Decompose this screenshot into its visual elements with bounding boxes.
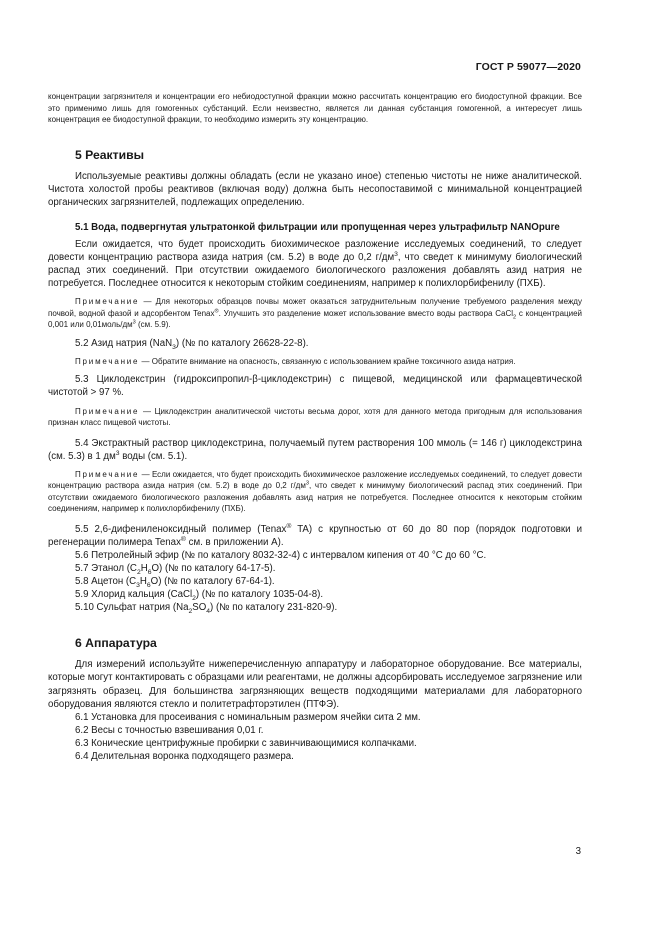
note-2: Примечание — Обратите внимание на опасность, связанную с использованием крайне токсичного азида натрия. bbox=[75, 356, 516, 366]
section-5-title: 5 Реактивы bbox=[75, 147, 145, 162]
item-5-8: 5.8 Ацетон $(C_3H_6O)$ (№ по каталогу 67-64-1). bbox=[75, 576, 275, 590]
note-4: Примечание — Если ожидается, что будет происходить биохимическое разложение исследуемых соединений, то следует довести концентрацию раствора азида натрия (см. 5.2) в воде до 0,2 $г/дм^3$, что сведет к минимуму биологический распад этих соединений. При отсутствии ожидаемого биологического разложения добавлять азид натрия не потребуется. Последнее относится к некоторым стойким соединениям, например к полихлорбифенилу (ПХБ). bbox=[48, 469, 583, 514]
item-5-6: 5.6 Петролейный эфир (№ по каталогу 8032-32-4) с интервалом кипения от 40 °C до 60 °C. bbox=[75, 549, 487, 561]
item-5-5: 5.5 2,6-дифениленоксидный полимер (Tenax® TA) с крупностью от 60 до 80 пор (порядок подготовки и регенерации полимера Tenax® см. в приложении А). bbox=[48, 522, 583, 548]
item-5-9: 5.9 Хлорид кальция (CaCl$_2$) (№ по каталогу 1035-04-8). bbox=[75, 589, 324, 603]
item-6-1: 6.1 Установка для просеивания с номинальным размером ячейки сита 2 мм. bbox=[75, 711, 421, 723]
intro-paragraph: концентрации загрязнителя и концентрации его небиодоступной фракции можно рассчитать концентрацию его биодоступной фракции. Все это применимо лишь для гомогенных субстанций. Если неизвестно, является ли данная субстанция гомогенной, а интересует лишь концентрация ее биодоступной фракции, то необходимо измерить эту концентрацию. bbox=[48, 92, 582, 124]
item-5-4: 5.4 Экстрактный раствор циклодекстрина, получаемый путем растворения 100 ммоль (= 146 г) циклодекстрина (см. 5.3) в 1 $дм^3$ воды (см. 5.1). bbox=[48, 437, 582, 462]
note-1: Примечание — Для некоторых образцов почвы может оказаться затруднительным получение требуемого разделения между почвой, водной фазой и адсорбентом Tenax®. Улучшить это разделение может использование вместо воды раствора CaCl$_2$ с концентрацией 0,001 или $0,01моль/дм^3$ (см. 5.9). bbox=[48, 297, 583, 330]
section-5-1-title: 5.1 Вода, подвергнутая ультратонкой фильтрации или пропущенная через ультрафильтр NANOpure bbox=[75, 221, 560, 233]
item-5-2: 5.2 Азид натрия (NaN$_3$) (№ по каталогу 26628-22-8). bbox=[75, 337, 309, 351]
section-6-title: 6 Аппаратура bbox=[75, 636, 157, 651]
note-label: Примечание bbox=[75, 406, 140, 416]
item-5-7: 5.7 Этанол $(C_2H_6O)$ (№ по каталогу 64-17-5). bbox=[75, 563, 276, 576]
item-6-2: 6.2 Весы с точностью взвешивания 0,01 г. bbox=[75, 724, 264, 736]
note-label: Примечание bbox=[75, 356, 140, 366]
item-5-10: 5.10 Сульфат натрия $(Na_2SO_4)$ (№ по каталогу 231-820-9). bbox=[75, 602, 338, 616]
section-5-intro: Используемые реактивы должны обладать (если не указано иное) степенью чистоты не ниже аналитической. Чистота холостой пробы реактивов (включая воду) должна быть несопоставимой с минимальной концентрацией органических загрязнителей, подлежащих определению. bbox=[48, 170, 582, 208]
section-6-intro: Для измерений используйте нижеперечисленную аппаратуру и лабораторное оборудование. Все материалы, которые могут контактировать с образцами или реагентами, не должны адсорбировать исследуемое загрязнение или загрязнять образец. Для большинства загрязняющих веществ подходящими материалами для лабораторного оборудования являются стекло и политетрафторэтилен (ПТФЭ). bbox=[48, 659, 582, 710]
page-number: 3 bbox=[575, 846, 581, 857]
standard-header: ГОСТ Р 59077—2020 bbox=[475, 61, 581, 73]
note-label: Примечание bbox=[75, 297, 140, 307]
note-label: Примечание bbox=[75, 469, 140, 479]
item-5-3: 5.3 Циклодекстрин (гидроксипропил-β-циклодекстрин) с пищевой, медицинской или фармацевтической чистотой > 97 %. bbox=[48, 374, 582, 399]
item-6-3: 6.3 Конические центрифужные пробирки с завинчивающимися колпачками. bbox=[75, 737, 417, 749]
section-5-1-text: Если ожидается, что будет происходить биохимическое разложение исследуемых соединений, то следует довести концентрацию раствора азида натрия (см. 5.2) в воде до 0,2 $г/дм^3$, что сведет к минимуму биологический распад этих соединений. При отсутствии ожидаемого биологического разложения добавлять азид натрия не потребуется. Последнее относится к некоторым стойким соединениям, например к полихлорбифенилу (ПХБ). bbox=[48, 238, 582, 290]
item-6-4: 6.4 Делительная воронка подходящего размера. bbox=[75, 751, 294, 763]
page-content bbox=[48, 91, 582, 763]
note-3: Примечание — Циклодекстрин аналитической чистоты весьма дорог, хотя для данного метода пригодным для использования признан класс пищевой чистоты. bbox=[48, 406, 582, 428]
